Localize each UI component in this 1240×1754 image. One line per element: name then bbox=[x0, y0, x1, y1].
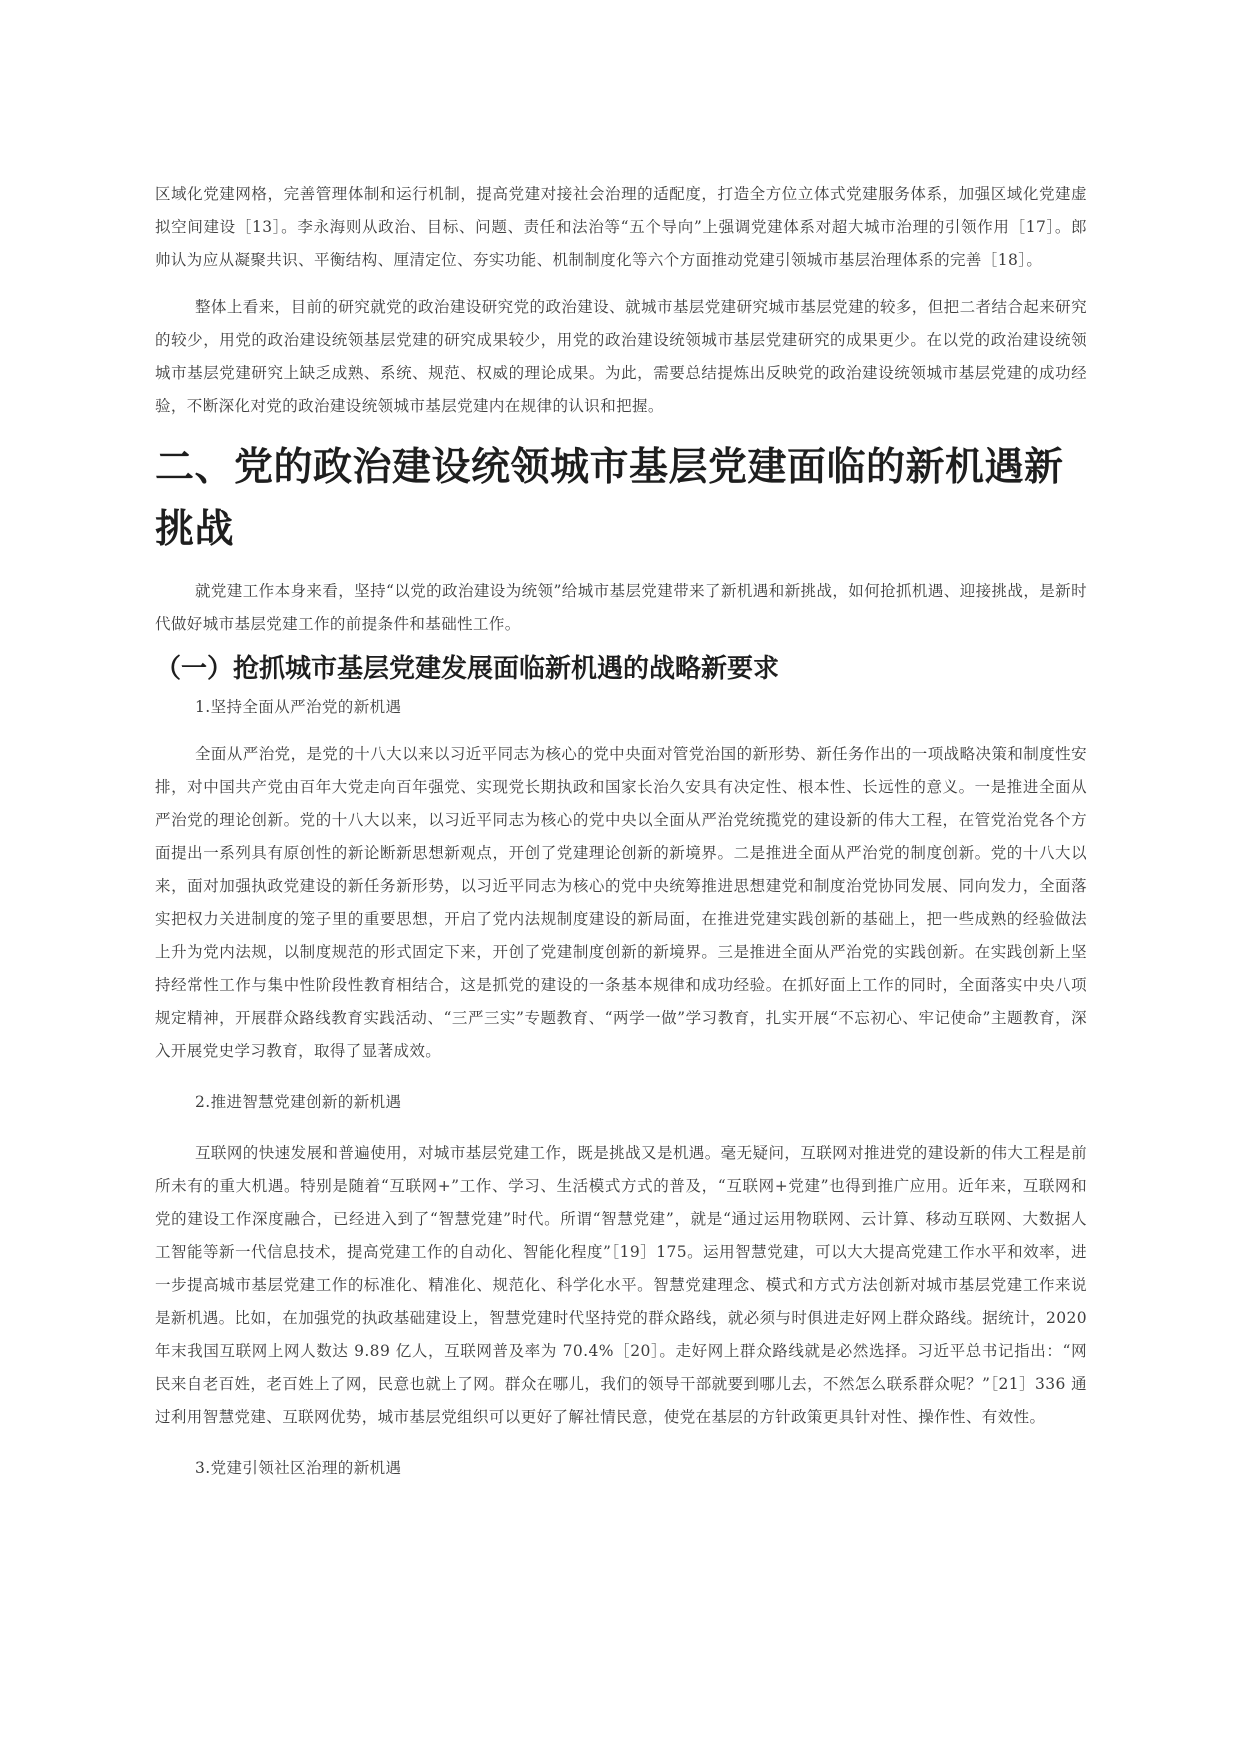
paragraph-section-intro: 就党建工作本身来看，坚持“以党的政治建设为统领”给城市基层党建带来了新机遇和新挑战，如何抢抓机遇、迎接挑战，是新时代做好城市基层党建工作的前提条件和基础性工作。 bbox=[155, 582, 1087, 633]
subheading-3: 3.党建引领社区治理的新机遇 bbox=[195, 1459, 402, 1477]
paragraph-overall-view: 整体上看来，目前的研究就党的政治建设研究党的政治建设、就城市基层党建研究城市基层党建的较多，但把二者结合起来研究的较少，用党的政治建设统领基层党建的研究成果较少，用党的政治建设统领城市基层党建研究的成果更少。在以党的政治建设统领城市基层党建研究上缺乏成熟、系统、规范、权威的理论成果。为此，需要总结提炼出反映党的政治建设统领城市基层党建的成功经验，不断深化对党的政治建设统领城市基层党建内在规律的认识和把握。 bbox=[155, 298, 1087, 415]
subheading-1: 1.坚持全面从严治党的新机遇 bbox=[195, 698, 402, 716]
section-heading-2: 二、党的政治建设统领城市基层党建面临的新机遇新挑战 bbox=[155, 445, 1064, 552]
paragraph-smart-party-building: 互联网的快速发展和普遍使用，对城市基层党建工作，既是挑战又是机遇。毫无疑问，互联网对推进党的建设新的伟大工程是前所未有的重大机遇。特别是随着“互联网+”工作、学习、生活模式方式的普及，“互联网+党建”也得到推广应用。近年来，互联网和党的建设工作深度融合，已经进入到了“智慧党建”时代。所谓“智慧党建”，就是“通过运用物联网、云计算、移动互联网、大数据人工智能等新一代信息技术，提高党建工作的自动化、智能化程度”［19］175。运用智慧党建，可以大大提高党建工作水平和效率，进一步提高城市基层党建工作的标准化、精准化、规范化、科学化水平。智慧党建理念、模式和方式方法创新对城市基层党建工作来说是新机遇。比如，在加强党的执政基础建设上，智慧党建时代坚持党的群众路线，就必须与时俱进走好网上群众路线。据统计，2020 年末我国互联网上网人数达 9.89 亿人，互联网普及率为 70.4%［20］。走好网上群众路线就是必然选择。习近平总书记指出：“网民来自老百姓，老百姓上了网，民意也就上了网。群众在哪儿，我们的领导干部就要到哪儿去，不然怎么联系群众呢？”［21］336 通过利用智慧党建、互联网优势，城市基层党组织可以更好了解社情民意，使党在基层的方针政策更具针对性、操作性、有效性。 bbox=[155, 1144, 1087, 1426]
subsection-heading-2-1: （一）抢抓城市基层党建发展面临新机遇的战略新要求 bbox=[155, 654, 780, 684]
paragraph-strict-governance: 全面从严治党，是党的十八大以来以习近平同志为核心的党中央面对管党治国的新形势、新任务作出的一项战略决策和制度性安排，对中国共产党由百年大党走向百年强党、实现党长期执政和国家长治久安具有决定性、根本性、长远性的意义。一是推进全面从严治党的理论创新。党的十八大以来，以习近平同志为核心的党中央以全面从严治党统揽党的建设新的伟大工程，在管党治党各个方面提出一系列具有原创性的新论断新思想新观点，开创了党建理论创新的新境界。二是推进全面从严治党的制度创新。党的十八大以来，面对加强执政党建设的新任务新形势，以习近平同志为核心的党中央统筹推进思想建党和制度治党协同发展、同向发力，全面落实把权力关进制度的笼子里的重要思想，开启了党内法规制度建设的新局面，在推进党建实践创新的基础上，把一些成熟的经验做法上升为党内法规，以制度规范的形式固定下来，开创了党建制度创新的新境界。三是推进全面从严治党的实践创新。在实践创新上坚持经常性工作与集中性阶段性教育相结合，这是抓党的建设的一条基本规律和成功经验。在抓好面上工作的同时，全面落实中央八项规定精神，开展群众路线教育实践活动、“三严三实”专题教育、“两学一做”学习教育，扎实开展“不忘初心、牢记使命”主题教育，深入开展党史学习教育，取得了显著成效。 bbox=[155, 745, 1087, 1060]
subheading-2: 2.推进智慧党建创新的新机遇 bbox=[195, 1093, 402, 1111]
document-page bbox=[155, 178, 1087, 1485]
paragraph-intro-continued: 区域化党建网格，完善管理体制和运行机制，提高党建对接社会治理的适配度，打造全方位立体式党建服务体系，加强区域化党建虚拟空间建设［13］。李永海则从政治、目标、问题、责任和法治等“五个导向”上强调党建体系对超大城市治理的引领作用［17］。郎帅认为应从凝聚共识、平衡结构、厘清定位、夯实功能、机制制度化等六个方面推动党建引领城市基层治理体系的完善［18］。 bbox=[155, 185, 1087, 269]
